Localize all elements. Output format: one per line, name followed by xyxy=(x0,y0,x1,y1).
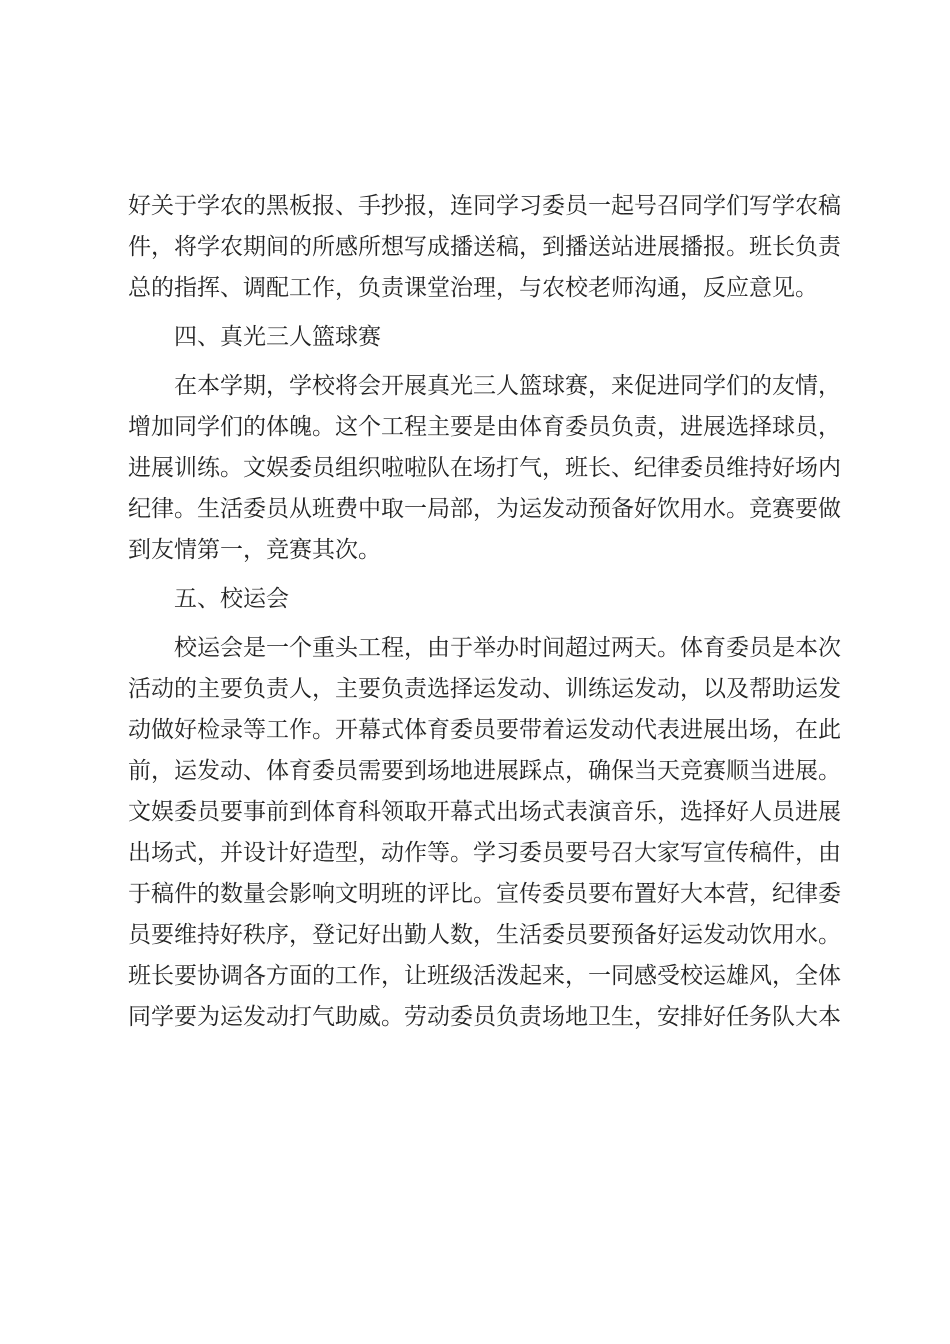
section-heading-4: 四、真光三人篮球赛 xyxy=(174,324,381,350)
text-line: 进展训练。文娱委员组织啦啦队在场打气，班长、纪律委员维持好场内 xyxy=(128,455,841,481)
text-line: 好关于学农的黑板报、手抄报，连同学习委员一起号召同学们写学农稿 xyxy=(128,193,841,219)
text-line: 文娱委员要事前到体育科领取开幕式出场式表演音乐，选择好人员进展 xyxy=(128,799,841,825)
text-line: 员要维持好秩序，登记好出勤人数，生活委员要预备好运发动饮用水。 xyxy=(128,922,841,948)
paragraph-3 xyxy=(128,628,841,1038)
paragraph-2 xyxy=(128,366,841,571)
text-line: 校运会是一个重头工程，由于举办时间超过两天。体育委员是本次 xyxy=(174,635,841,661)
text-line: 活动的主要负责人，主要负责选择运发动、训练运发动，以及帮助运发 xyxy=(128,676,841,702)
text-line: 到友情第一，竞赛其次。 xyxy=(128,537,381,563)
text-line: 增加同学们的体魄。这个工程主要是由体育委员负责，进展选择球员， xyxy=(128,414,841,440)
section-heading-5: 五、校运会 xyxy=(174,586,289,612)
text-line: 出场式，并设计好造型，动作等。学习委员要号召大家写宣传稿件，由 xyxy=(128,840,841,866)
document-body xyxy=(128,186,841,1038)
text-line: 总的指挥、调配工作，负责课堂治理，与农校老师沟通，反应意见。 xyxy=(128,275,818,301)
paragraph-1 xyxy=(128,186,841,309)
text-line: 在本学期，学校将会开展真光三人篮球赛，来促进同学们的友情， xyxy=(174,373,841,399)
text-line: 动做好检录等工作。开幕式体育委员要带着运发动代表进展出场，在此 xyxy=(128,717,841,743)
text-line: 班长要协调各方面的工作，让班级活泼起来，一同感受校运雄风，全体 xyxy=(128,963,841,989)
text-line: 纪律。生活委员从班费中取一局部，为运发动预备好饮用水。竞赛要做 xyxy=(128,496,841,522)
text-line: 于稿件的数量会影响文明班的评比。宣传委员要布置好大本营，纪律委 xyxy=(128,881,841,907)
text-line: 前，运发动、体育委员需要到场地进展踩点，确保当天竞赛顺当进展。 xyxy=(128,758,841,784)
text-line: 件，将学农期间的所感所想写成播送稿，到播送站进展播报。班长负责 xyxy=(128,234,841,260)
text-line: 同学要为运发动打气助威。劳动委员负责场地卫生，安排好任务队大本 xyxy=(128,1004,841,1030)
